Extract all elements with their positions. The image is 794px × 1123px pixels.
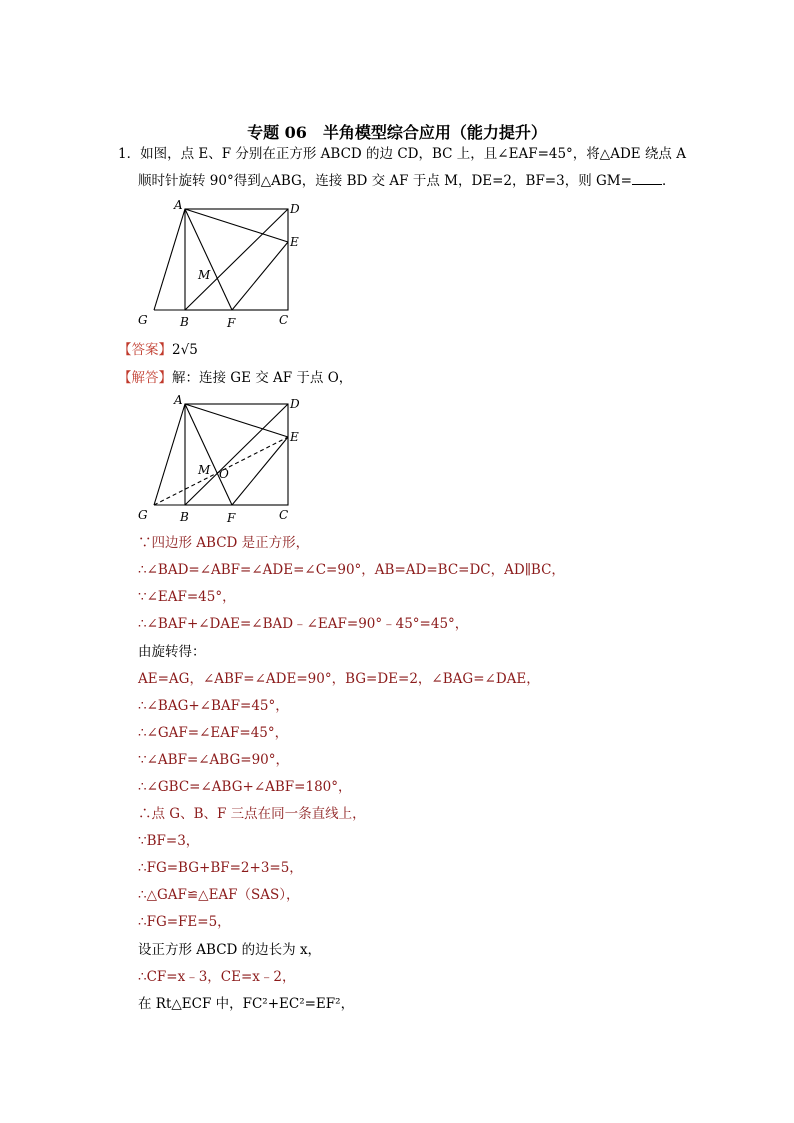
figure-2 bbox=[130, 390, 310, 530]
solution-step: ∵四边形 ABCD 是正方形， bbox=[138, 535, 310, 551]
solution-step: ∴∠GBC=∠ABG+∠ABF=180°， bbox=[138, 779, 352, 795]
page-title: 专题 06 半角模型综合应用（能力提升） bbox=[247, 123, 547, 142]
segment-ef bbox=[232, 437, 288, 505]
label-f: F bbox=[227, 316, 236, 330]
label-d: D bbox=[290, 202, 300, 216]
question-line-2 bbox=[138, 171, 675, 191]
segment-af bbox=[185, 404, 232, 505]
solution-step: 设正方形 ABCD 的边长为 x， bbox=[138, 942, 322, 958]
label-c: C bbox=[279, 508, 289, 522]
solution-step: ∴∠BAD=∠ABF=∠ADE=∠C=90°，AB=AD=BC=DC，AD∥BC， bbox=[138, 562, 565, 578]
solution-step: AE=AG，∠ABF=∠ADE=90°，BG=DE=2，∠BAG=∠DAE， bbox=[138, 671, 540, 687]
segment-ae bbox=[185, 209, 288, 242]
label-a: A bbox=[174, 198, 183, 212]
solution-step: ∴∠BAF+∠DAE=∠BAD﹣∠EAF=90°﹣45°=45°， bbox=[138, 616, 469, 632]
label-a: A bbox=[174, 393, 183, 407]
question-line-2-text: 顺时针旋转 90°得到△ABG，连接 BD 交 AF 于点 M，DE=2，BF=3，则 GM= bbox=[138, 173, 632, 189]
label-o: O bbox=[219, 467, 229, 481]
solution-step: 在 Rt△ECF 中，FC²+EC²=EF²， bbox=[138, 996, 355, 1012]
segment-af bbox=[185, 209, 232, 310]
label-f: F bbox=[227, 511, 236, 525]
segment-ag bbox=[154, 209, 185, 310]
segment-bd bbox=[185, 209, 288, 310]
answer bbox=[118, 338, 198, 358]
solution-step: ∴∠BAG+∠BAF=45°， bbox=[138, 698, 289, 714]
answer-value: 2√5 bbox=[172, 342, 198, 358]
question-line-2-end: ． bbox=[661, 173, 676, 189]
solution-step: ∵BF=3， bbox=[138, 833, 200, 849]
label-b: B bbox=[180, 510, 189, 524]
label-e: E bbox=[290, 430, 299, 444]
figure-1 bbox=[130, 195, 310, 335]
label-m: M bbox=[198, 463, 211, 477]
solution-step: ∴∠GAF=∠EAF=45°， bbox=[138, 725, 289, 741]
label-b: B bbox=[180, 315, 189, 329]
answer-blank bbox=[632, 172, 662, 185]
solution-step: ∴△GAF≌△EAF（SAS）， bbox=[138, 887, 300, 903]
label-d: D bbox=[290, 397, 300, 411]
answer-label: 【答案】 bbox=[118, 342, 172, 358]
segment-ag bbox=[154, 404, 185, 505]
label-g: G bbox=[138, 508, 148, 522]
solution-intro bbox=[118, 366, 352, 386]
solution-step: ∴CF=x﹣3，CE=x﹣2， bbox=[138, 969, 296, 985]
solution-step: ∴FG=BG+BF=2+3=5， bbox=[138, 860, 303, 876]
solution-step: ∵∠ABF=∠ABG=90°， bbox=[138, 752, 290, 768]
solution-step: ∵∠EAF=45°， bbox=[138, 589, 236, 605]
segment-ef bbox=[232, 242, 288, 310]
label-m: M bbox=[198, 268, 211, 282]
label-g: G bbox=[138, 313, 148, 327]
solution-step: ∴点 G、B、F 三点在同一条直线上， bbox=[138, 806, 366, 822]
segment-bd bbox=[185, 404, 288, 505]
label-c: C bbox=[279, 313, 289, 327]
label-e: E bbox=[290, 235, 299, 249]
solution-step: 由旋转得： bbox=[138, 644, 206, 660]
solution-step: ∴FG=FE=5， bbox=[138, 914, 231, 930]
segment-ae bbox=[185, 404, 288, 437]
solution-intro-text: 解：连接 GE 交 AF 于点 O， bbox=[172, 370, 353, 386]
solution-label: 【解答】 bbox=[118, 370, 172, 386]
question-line-1: 1．如图，点 E、F 分别在正方形 ABCD 的边 CD，BC 上，且∠EAF=45°，将△ADE 绕点 A bbox=[118, 146, 686, 162]
